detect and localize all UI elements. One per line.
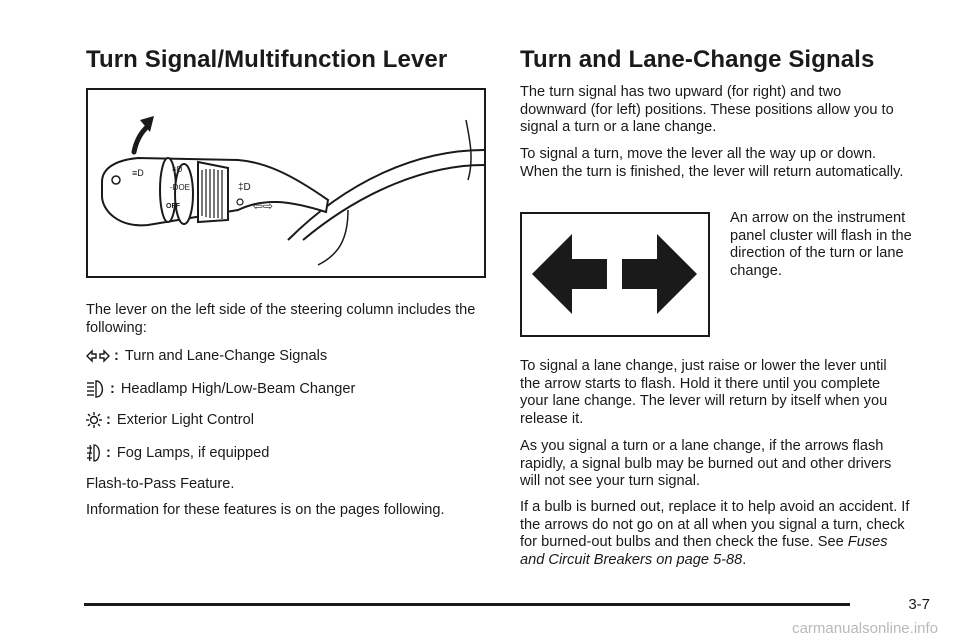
- legend-label: Headlamp High/Low-Beam Changer: [120, 381, 356, 397]
- fog-lamp-icon: [86, 444, 102, 462]
- paragraph-6-end: .: [742, 551, 747, 568]
- svg-text:⇦⇨: ⇦⇨: [253, 199, 274, 213]
- headlamp-beam-icon: [86, 380, 106, 398]
- legend-label: Fog Lamps, if equipped: [116, 445, 270, 461]
- left-heading: Turn Signal/Multifunction Lever: [86, 46, 448, 73]
- intro-text: The lever on the left side of the steering column includes the following:: [86, 302, 476, 336]
- turn-signal-arrows-icon: [86, 349, 110, 363]
- legend-label: Exterior Light Control: [116, 412, 254, 428]
- left-arrow-icon: [532, 234, 607, 314]
- exterior-light-icon: [86, 412, 102, 428]
- page-number: 3-7: [908, 596, 930, 613]
- svg-text:-DOE: -DOE: [170, 183, 190, 192]
- right-arrow-icon: [622, 234, 697, 314]
- legend-label: Turn and Lane-Change Signals: [124, 348, 328, 364]
- paragraph-6-text: If a bulb is burned out, replace it to help avoid an accident. If the arrows do not go on at all when you signal a turn, check for burned-out bulbs and then check the fuse. See: [520, 499, 910, 550]
- lever-illustration: [88, 90, 484, 276]
- off-label: OFF: [166, 203, 180, 210]
- legend-item-fog-lamps: : Fog Lamps, if equipped: [86, 444, 269, 462]
- legend-item-exterior-light: : Exterior Light Control: [86, 412, 254, 428]
- svg-text:≡D: ≡D: [172, 165, 183, 174]
- svg-text:‡D: ‡D: [238, 182, 251, 193]
- fuses-reference-link[interactable]: Fuses and Circuit Breakers on page 5-88: [520, 534, 888, 568]
- paragraph-2: To signal a turn, move the lever all the way up or down. When the turn is finished, the lever will return automatically.: [520, 146, 904, 180]
- right-heading: Turn and Lane-Change Signals: [520, 46, 875, 73]
- paragraph-6: [520, 499, 915, 569]
- legend-item-turn-signals: : Turn and Lane-Change Signals: [86, 348, 327, 364]
- footer-rule: [84, 603, 850, 606]
- paragraph-4: To signal a lane change, just raise or lower the lever until the arrow starts to flash. Hold it there until you complete your lane change. The lever will return by itself when you release it.: [520, 358, 888, 427]
- multifunction-lever-figure: [86, 88, 486, 278]
- paragraph-5: As you signal a turn or a lane change, if the arrows flash rapidly, a signal bulb may be burned out and other drivers will not see your turn signal.: [520, 438, 892, 489]
- turn-arrows-figure: [520, 212, 710, 337]
- paragraph-1: The turn signal has two upward (for right) and two downward (for left) positions. These positions allow you to signal a turn or a lane change.: [520, 84, 894, 135]
- legend-item-headlamp-beam: : Headlamp High/Low-Beam Changer: [86, 380, 355, 398]
- flash-to-pass-text: Flash-to-Pass Feature.: [86, 476, 235, 492]
- info-text: Information for these features is on the pages following.: [86, 502, 445, 518]
- svg-text:≡D: ≡D: [132, 168, 144, 178]
- left-right-arrows-illustration: [522, 214, 708, 335]
- paragraph-3: An arrow on the instrument panel cluster will flash in the direction of the turn or lane change.: [730, 210, 912, 279]
- watermark: carmanualsonline.info: [792, 620, 938, 637]
